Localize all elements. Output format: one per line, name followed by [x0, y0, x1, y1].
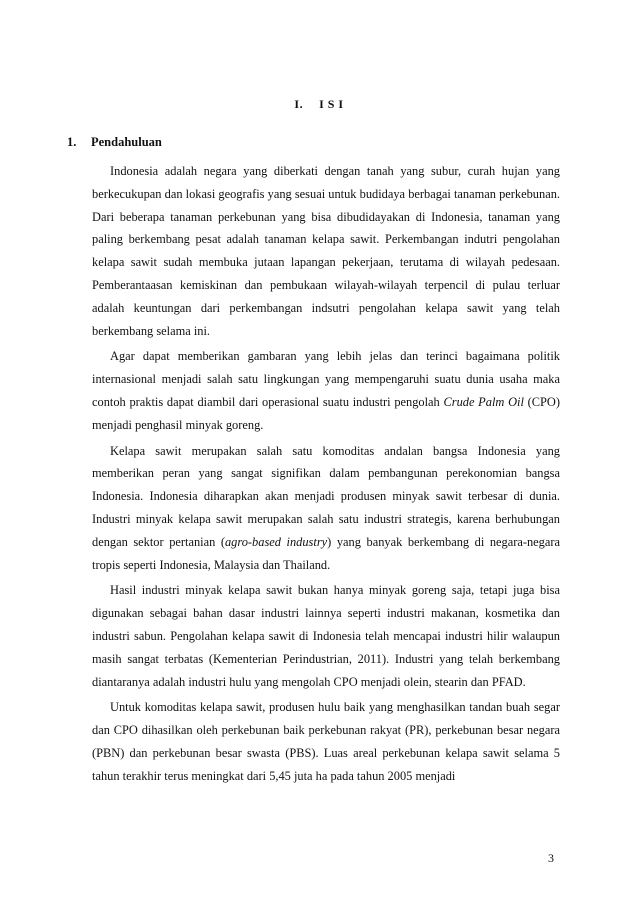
- paragraph-1: [92, 160, 560, 342]
- section-number: 1.: [67, 135, 77, 149]
- chapter-title: [0, 97, 638, 112]
- italic-term: agro-based industry: [224, 534, 328, 549]
- paragraph-text: (CPO) menjadi penghasil minyak goreng.: [92, 394, 560, 432]
- paragraph-text: Kelapa sawit merupakan salah satu komoditas andalan bangsa Indonesia yang memberikan peran yang sangat signifikan dalam pembangunan perekonomian bangsa Indonesia. Indonesia diharapkan akan menjadi produsen minyak sawit terbesar di dunia. Industri minyak kelapa sawit merupakan salah satu industri strategis, karena berhubungan dengan sektor pertanian (: [92, 443, 560, 549]
- paragraph-text: Untuk komoditas kelapa sawit, produsen hulu baik yang menghasilkan tandan buah segar dan CPO dihasilkan oleh perkebunan baik perkebunan rakyat (PR), perkebunan besar negara (PBN) dan perkebunan besar swasta (PBS). Luas areal perkebunan kelapa sawit selama 5 tahun terakhir terus meningkat dari 5,45 juta ha pada tahun 2005 menjadi: [92, 700, 560, 783]
- paragraph-text: Hasil industri minyak kelapa sawit bukan hanya minyak goreng saja, tetapi juga bisa digunakan sebagai bahan dasar industri lainnya seperti industri makanan, kosmetika dan industri sabun. Pengolahan kelapa sawit di Indonesia telah mencapai industri hilir walaupun masih sangat terbatas (Kementerian Perindustrian, 2011). Industri yang telah berkembang diantaranya adalah industri hulu yang mengolah CPO menjadi olein, stearin dan PFAD.: [92, 583, 560, 689]
- paragraph-text: Agar dapat memberikan gambaran yang lebih jelas dan terinci bagaimana politik internasional menjadi salah satu lingkungan yang mempengaruhi suatu dunia usaha maka contoh praktis dapat diambil dari operasional suatu industri pengolah: [92, 349, 560, 409]
- section-title: Pendahuluan: [91, 135, 162, 149]
- section-heading: [67, 135, 162, 150]
- italic-term: Crude Palm Oil: [443, 394, 524, 409]
- chapter-number: I.: [294, 97, 304, 111]
- body-text: [92, 160, 560, 788]
- page-number: 3: [548, 851, 554, 865]
- paragraph-text: ) yang banyak berkembang di negara-negara tropis seperti Indonesia, Malaysia dan Thailand.: [92, 534, 561, 572]
- paragraph-3: [92, 440, 560, 577]
- paragraph-text: Indonesia adalah negara yang diberkati dengan tanah yang subur, curah hujan yang berkecukupan dan lokasi geografis yang sesuai untuk budidaya berbagai tanaman perkebunan. Dari beberapa tanaman perkebunan yang bisa dibudidayakan di Indonesia, tanaman yang paling berkembang pesat adalah tanaman kelapa sawit. Perkembangan indutri pengolahan kelapa sawit sudah membuka jutaan lapangan pekerjaan, terutama di wilayah pedesaan. Pemberantaasan kemiskinan dan pembukaan wilayah-wilayah terpencil di pulau terluar adalah keuntungan dari perkembangan indsutri pengolahan kelapa sawit yang telah berkembang selama ini.: [92, 164, 560, 338]
- paragraph-4: [92, 579, 560, 693]
- paragraph-2: [92, 345, 560, 436]
- paragraph-5: [92, 696, 560, 787]
- chapter-title-text: I S I: [319, 97, 344, 111]
